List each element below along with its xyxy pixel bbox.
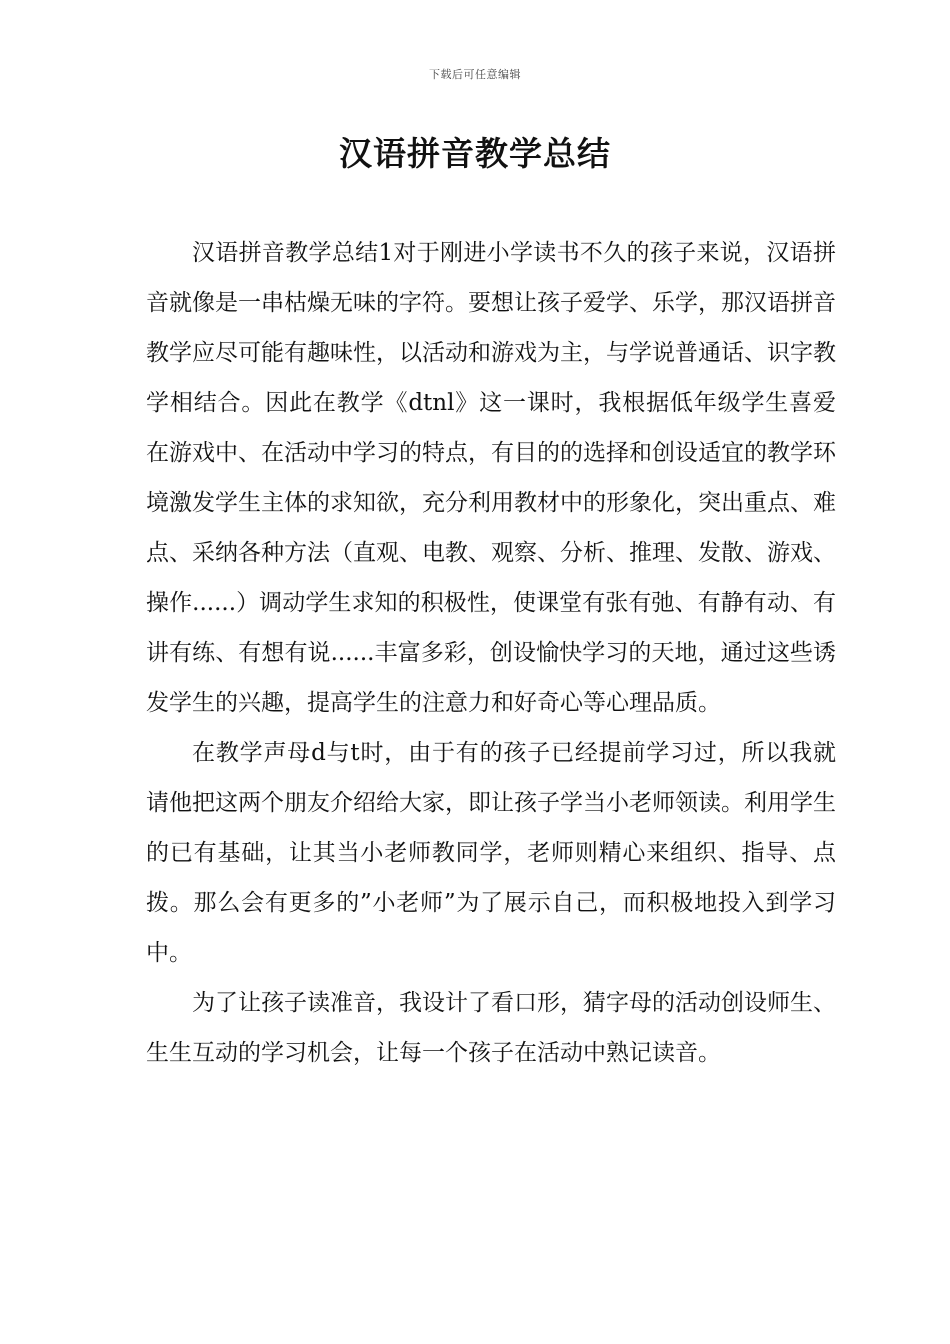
header-note: 下载后可任意编辑	[429, 68, 521, 81]
document-body	[146, 228, 836, 1078]
paragraph: 在教学声母d与t时，由于有的孩子已经提前学习过，所以我就请他把这两个朋友介绍给大家，即让孩子学当小老师领读。利用学生的已有基础，让其当小老师教同学，老师则精心来组织、指导、点拨。那么会有更多的”小老师”为了展示自己，而积极地投入到学习中。	[146, 740, 836, 966]
document-title: 汉语拼音教学总结	[339, 134, 611, 173]
paragraph: 为了让孩子读准音，我设计了看口形，猜字母的活动创设师生、生生互动的学习机会，让每一个孩子在活动中熟记读音。	[146, 990, 836, 1066]
paragraph: 汉语拼音教学总结1对于刚进小学读书不久的孩子来说，汉语拼音就像是一串枯燥无味的字符。要想让孩子爱学、乐学，那汉语拼音教学应尽可能有趣味性，以活动和游戏为主，与学说普通话、识字教学相结合。因此在教学《dtnl》这一课时，我根据低年级学生喜爱在游戏中、在活动中学习的特点，有目的的选择和创设适宜的教学环境激发学生主体的求知欲，充分利用教材中的形象化，突出重点、难点、采纳各种方法（直观、电教、观察、分析、推理、发散、游戏、操作......）调动学生求知的积极性，使课堂有张有弛、有静有动、有讲有练、有想有说......丰富多彩，创设愉快学习的天地，通过这些诱发学生的兴趣，提高学生的注意力和好奇心等心理品质。	[146, 240, 836, 716]
